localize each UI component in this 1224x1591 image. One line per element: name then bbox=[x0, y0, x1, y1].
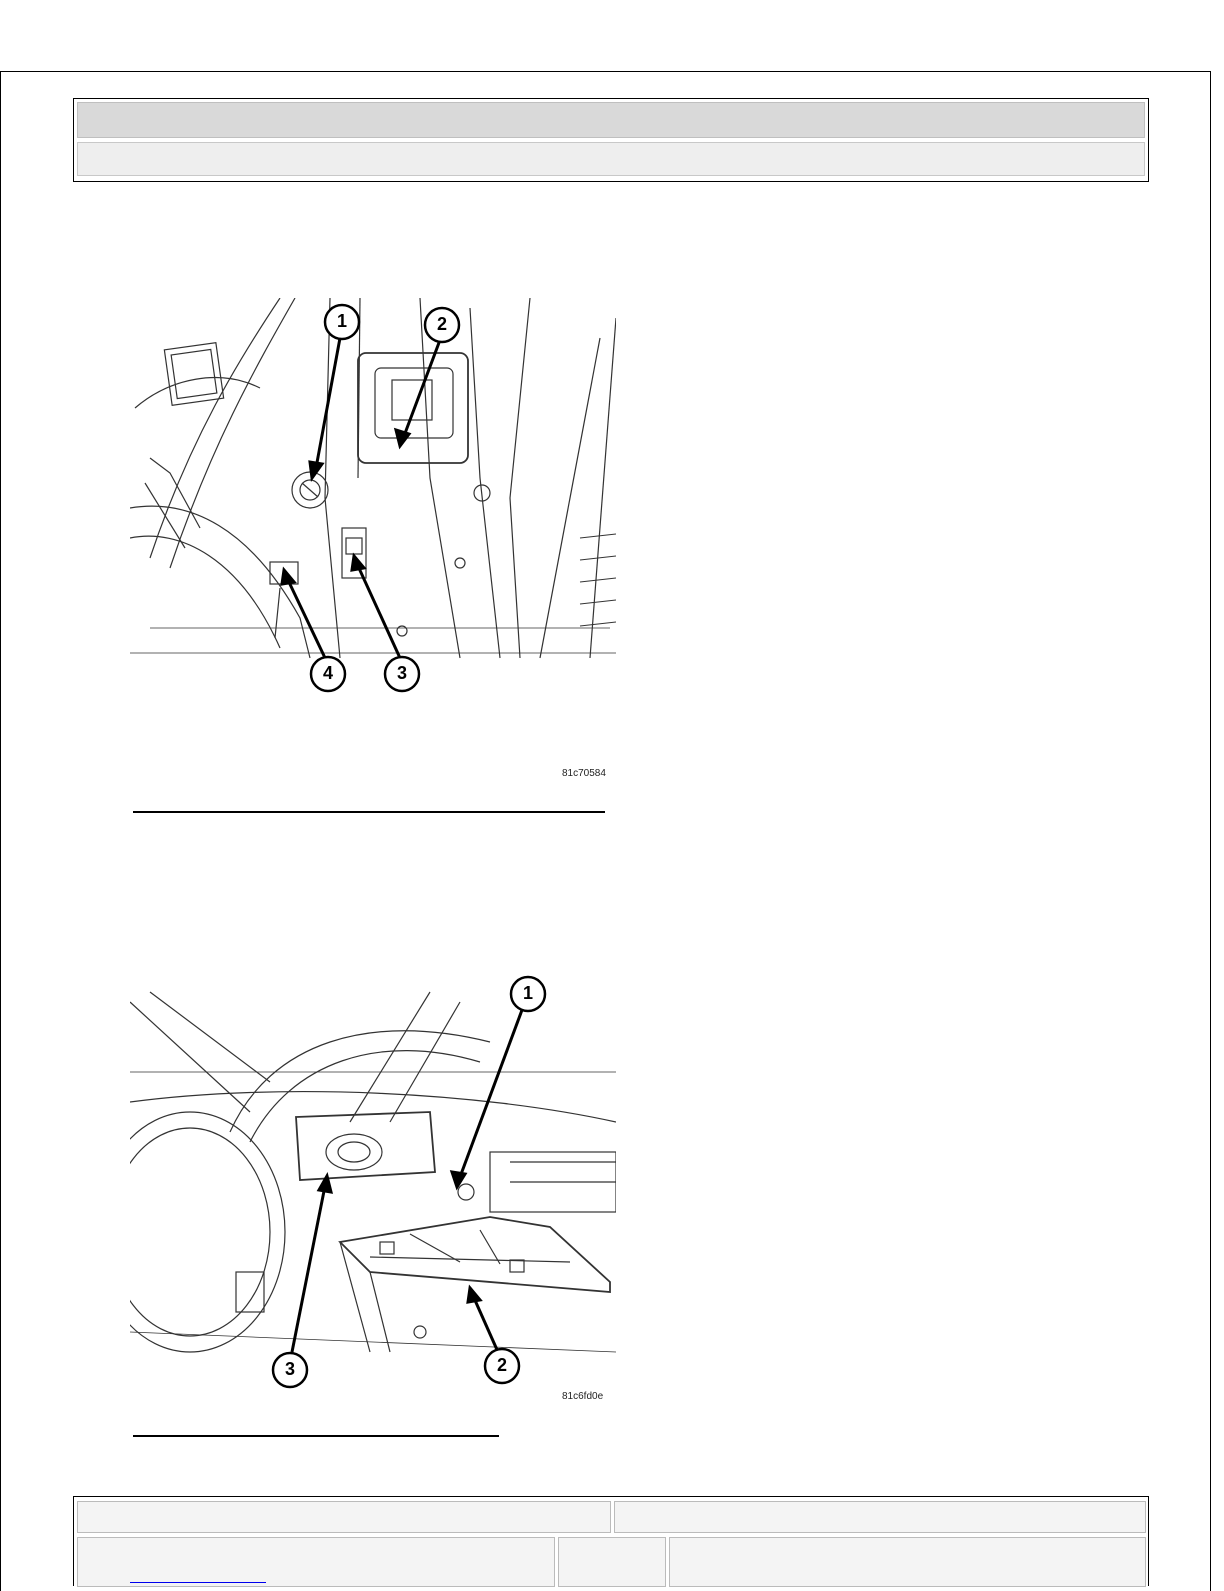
figure-2 bbox=[130, 972, 616, 1396]
callout-3: 3 bbox=[284, 1359, 295, 1379]
footer-cell-2 bbox=[558, 1537, 666, 1587]
footer-right bbox=[614, 1501, 1146, 1533]
figure-1-code: 81c70584 bbox=[562, 768, 606, 779]
footer-cell-3 bbox=[669, 1537, 1146, 1587]
callout-4: 4 bbox=[322, 663, 333, 683]
figure-1-illustration bbox=[130, 298, 616, 698]
callout-2: 2 bbox=[496, 1355, 507, 1375]
header-subtitle bbox=[77, 142, 1145, 176]
figure-2-illustration bbox=[130, 972, 616, 1396]
document-header bbox=[73, 98, 1149, 182]
footer-link[interactable] bbox=[130, 1562, 266, 1583]
callout-3: 3 bbox=[396, 663, 407, 683]
footer-left bbox=[77, 1501, 611, 1533]
figure-1-divider bbox=[133, 811, 605, 813]
header-title bbox=[77, 102, 1145, 138]
callout-1: 1 bbox=[336, 311, 347, 331]
callout-2: 2 bbox=[436, 314, 447, 334]
figure-1 bbox=[130, 298, 616, 698]
callout-1: 1 bbox=[522, 983, 533, 1003]
figure-2-code: 81c6fd0e bbox=[562, 1391, 604, 1402]
figure-2-divider bbox=[133, 1435, 499, 1437]
